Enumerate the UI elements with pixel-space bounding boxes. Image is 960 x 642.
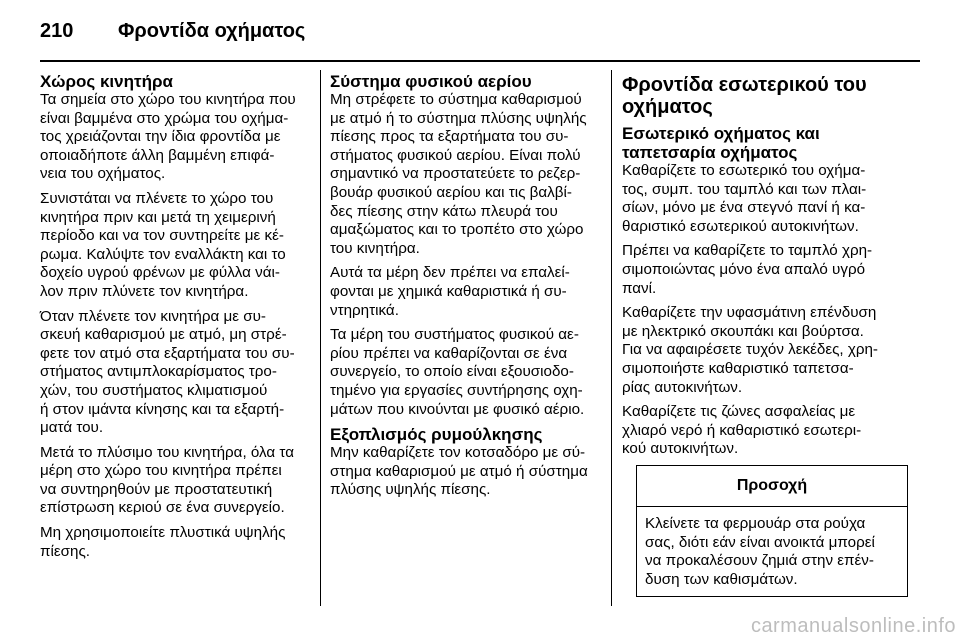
chapter-title: Φροντίδα οχήματος	[118, 20, 306, 42]
towing-paragraph: Μην καθαρίζετε τον κοτσαδόρο με σύ- στημα καθαρισμού με ατμό ή σύστημα πλύσης υψηλής πίεσης.	[330, 444, 588, 499]
towing-equipment-heading: Εξοπλισμός ρυμούλκησης	[330, 425, 543, 445]
caution-box	[636, 465, 908, 597]
engine-paragraph: Όταν πλένετε τον κινητήρα με συ- σκευή καθαρισμού με ατμό, μη στρέ- φετε τον ατμό στα εξαρτήματα του συ- στήματος αντιμπλοκαρίσματος τρο- χών, του συστήματος κλιματισμού ή στον ιμάντα κίνησης και τα εξαρτή- ματά του.	[40, 307, 295, 437]
column-divider	[320, 70, 321, 606]
interior-paragraph: Καθαρίζετε τις ζώνες ασφαλείας με χλιαρό νερό ή καθαριστικό εσωτερι- κού αυτοκινήτων.	[622, 403, 862, 458]
watermark: carmanualsonline.info	[750, 615, 956, 637]
column-natural-gas	[330, 70, 610, 506]
engine-paragraph: Μετά το πλύσιμο του κινητήρα, όλα τα μέρη στο χώρο του κινητήρα πρέπει να συντηρηθούν με προστατευτική επίστρωση κεριού σε ένα συνεργείο.	[40, 443, 294, 517]
column-interior-care	[622, 70, 912, 465]
caution-title: Προσοχή	[637, 466, 907, 507]
engine-compartment-heading: Χώρος κινητήρα	[40, 72, 173, 91]
natural-gas-paragraph: Τα μέρη του συστήματος φυσικού αε- ρίου πρέπει να καθαρίζονται σε ένα συνεργείο, το οποίο είναι εξουσιοδο- τημένο για εργασίες συντήρησης οχη- μάτων που κινούνται με φυσικό αέριο.	[330, 326, 585, 418]
natural-gas-paragraph: Μη στρέφετε το σύστημα καθαρισμού με ατμό ή το σύστημα πλύσης υψηλής πίεσης προς τα εξαρτήματα του συ- στήματος φυσικού αερίου. Είναι πολύ σημαντικό να προστατεύετε το ρεζερ- βουάρ φυσικού αερίου και τις βαλβί- δες πίεσης στην κάτω πλευρά του αμαξώματος και το τροπέτο στο χώρο του κινητήρα.	[330, 91, 587, 257]
interior-paragraph: Καθαρίζετε την υφασμάτινη επένδυση με ηλεκτρικό σκουπάκι και βούρτσα. Για να αφαιρέσετε τυχόν λεκέδες, χρη- σιμοποιήστε καθαριστικό ταπετσα- ρίας αυτοκινήτων.	[622, 304, 878, 396]
interior-care-heading: Φροντίδα εσωτερικού του οχήματος	[622, 74, 867, 118]
column-divider	[611, 70, 612, 606]
natural-gas-paragraph: Αυτά τα μέρη δεν πρέπει να επαλεί- φονται με χημικά καθαριστικά ή συ- ντηρητικά.	[330, 264, 570, 319]
upholstery-heading: Εσωτερικό οχήματος και ταπετσαρία οχήματος	[622, 124, 820, 162]
caution-text: Κλείνετε τα φερμουάρ στα ρούχα σας, διότι εάν είναι ανοικτά μπορεί να προκαλέσουν ζημιά στην επέν- δυση των καθισμάτων.	[645, 515, 875, 588]
engine-paragraph: Τα σημεία στο χώρο του κινητήρα που είναι βαμμένα στο χρώμα του οχήμα- τος χρειάζονται την ίδια φροντίδα με οποιαδήποτε άλλη βαμμένη επιφά- νεια του οχήματος.	[40, 91, 296, 183]
page-number: 210	[40, 20, 74, 42]
interior-paragraph: Πρέπει να καθαρίζετε το ταμπλό χρη- σιμοποιώντας μόνο ένα απαλό υγρό πανί.	[622, 242, 873, 297]
header-rule	[40, 60, 920, 62]
engine-paragraph: Μη χρησιμοποιείτε πλυστικά υψηλής πίεσης.	[40, 524, 286, 560]
interior-paragraph: Καθαρίζετε το εσωτερικό του οχήμα- τος, συμπ. του ταμπλό και των πλαι- σίων, μόνο με ένα στεγνό πανί ή κα- θαριστικό εσωτερικού αυτοκινήτων.	[622, 162, 867, 235]
column-engine-compartment	[40, 70, 312, 567]
engine-paragraph: Συνιστάται να πλένετε το χώρο του κινητήρα πριν και μετά τη χειμερινή περίοδο και να τον συντηρείτε με κέ- ρωμα. Καλύψτε τον εναλλάκτη και το δοχείο υγρού φρένων με φύλλα νάι- λον πριν πλύνετε τον κινητήρα.	[40, 189, 286, 300]
page-header	[40, 12, 920, 52]
natural-gas-heading: Σύστημα φυσικού αερίου	[330, 72, 532, 91]
